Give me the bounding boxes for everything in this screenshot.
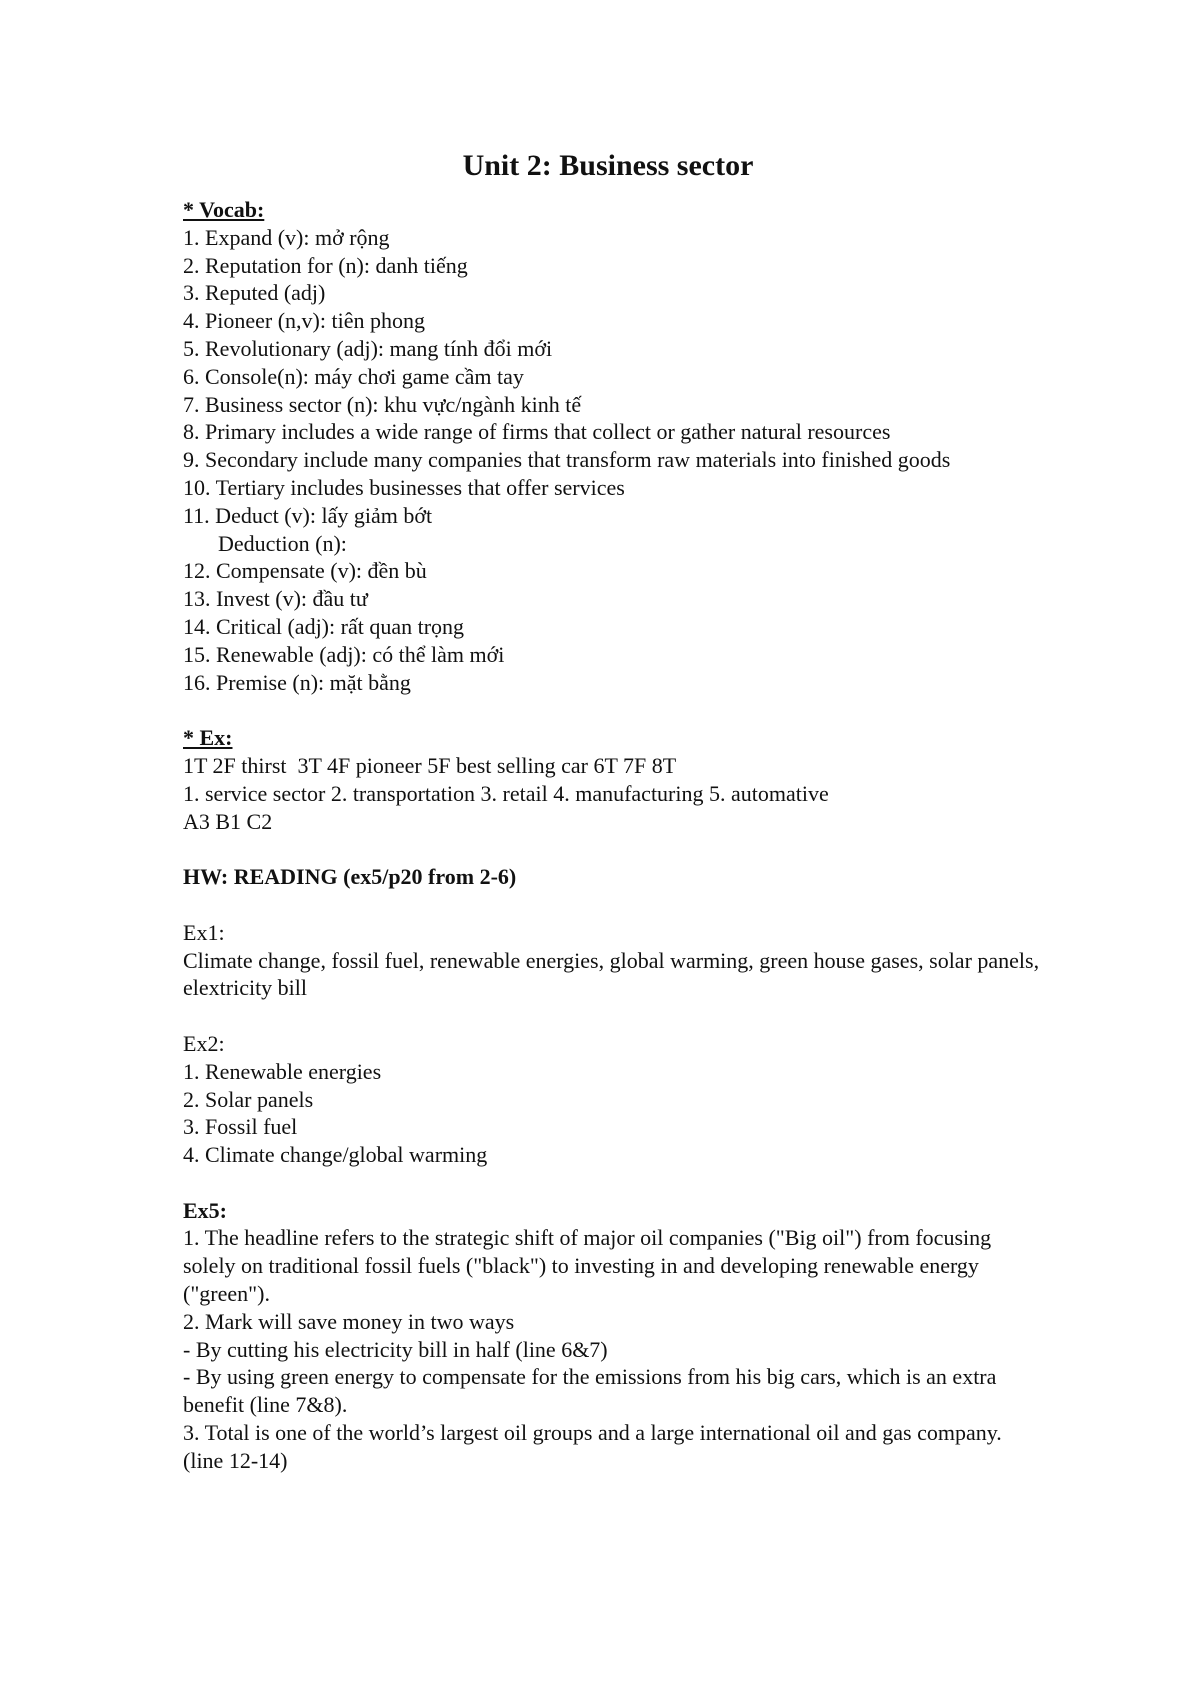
vocab-item: 14. Critical (adj): rất quan trọng	[183, 613, 465, 639]
ex2-label: Ex2:	[183, 1030, 225, 1056]
ex1-section	[183, 919, 1043, 1002]
vocab-item: 16. Premise (n): mặt bằng	[183, 669, 411, 695]
ex2-item: 1. Renewable energies	[183, 1058, 382, 1084]
vocab-item: 11. Deduct (v): lấy giảm bớt	[183, 502, 433, 528]
vocab-section	[183, 196, 1043, 696]
spacer	[183, 1169, 1043, 1197]
vocab-heading: * Vocab:	[183, 197, 265, 222]
ex-answer-line: A3 B1 C2	[183, 808, 273, 834]
ex5-paragraph: 2. Mark will save money in two ways	[183, 1308, 515, 1334]
vocab-item: 4. Pioneer (n,v): tiên phong	[183, 308, 425, 334]
ex2-section	[183, 1030, 1043, 1169]
vocab-item: 8. Primary includes a wide range of firms that collect or gather natural resources	[183, 419, 891, 445]
vocab-item: 6. Console(n): máy chơi game cầm tay	[183, 363, 524, 389]
vocab-item: 10. Tertiary includes businesses that offer services	[183, 474, 625, 500]
vocab-item: 15. Renewable (adj): có thể làm mới	[183, 641, 505, 667]
ex5-paragraph: 1. The headline refers to the strategic shift of major oil companies ("Big oil") from focusing solely on traditional fossil fuels ("black") to investing in and developing renewable energy ("green").	[183, 1225, 997, 1307]
vocab-item: 5. Revolutionary (adj): mang tính đổi mới	[183, 335, 553, 361]
vocab-item: 13. Invest (v): đầu tư	[183, 586, 368, 612]
spacer	[183, 835, 1043, 863]
spacer	[183, 1002, 1043, 1030]
ex2-item: 3. Fossil fuel	[183, 1114, 298, 1140]
spacer	[183, 696, 1043, 724]
ex-section	[183, 724, 1043, 835]
vocab-item: 9. Secondary include many companies that transform raw materials into finished goods	[183, 447, 951, 473]
vocab-item: 3. Reputed (adj)	[183, 280, 326, 306]
ex2-item: 2. Solar panels	[183, 1086, 314, 1112]
ex5-paragraph: 3. Total is one of the world’s largest oil groups and a large international oil and gas company. (line 12-14)	[183, 1420, 1008, 1473]
vocab-item: 7. Business sector (n): khu vực/ngành kinh tế	[183, 391, 582, 417]
ex5-paragraph: - By using green energy to compensate for the emissions from his big cars, which is an extra benefit (line 7&8).	[183, 1364, 1002, 1418]
ex-answer-line: 1. service sector 2. transportation 3. retail 4. manufacturing 5. automative	[183, 780, 829, 806]
ex1-label: Ex1:	[183, 919, 225, 945]
ex2-item: 4. Climate change/global warming	[183, 1142, 488, 1168]
homework-heading: HW: READING (ex5/p20 from 2-6)	[183, 864, 517, 890]
vocab-item: 12. Compensate (v): đền bù	[183, 558, 427, 584]
ex-heading: * Ex:	[183, 725, 233, 751]
ex5-paragraph: - By cutting his electricity bill in half (line 6&7)	[183, 1336, 608, 1362]
ex1-text: Climate change, fossil fuel, renewable energies, global warming, green house gases, solar panels, elextricity bill	[183, 947, 1045, 1001]
page-title: Unit 2: Business sector	[462, 149, 754, 182]
ex-answer-line: 1T 2F thirst 3T 4F pioneer 5F best selling car 6T 7F 8T	[183, 752, 677, 778]
ex5-section	[183, 1197, 1043, 1475]
document-page	[183, 146, 1043, 1475]
ex5-label: Ex5:	[183, 1197, 227, 1223]
vocab-item: 1. Expand (v): mở rộng	[183, 224, 390, 250]
vocab-item: 2. Reputation for (n): danh tiếng	[183, 252, 468, 278]
vocab-item: Deduction (n):	[218, 530, 347, 556]
spacer	[183, 891, 1043, 919]
